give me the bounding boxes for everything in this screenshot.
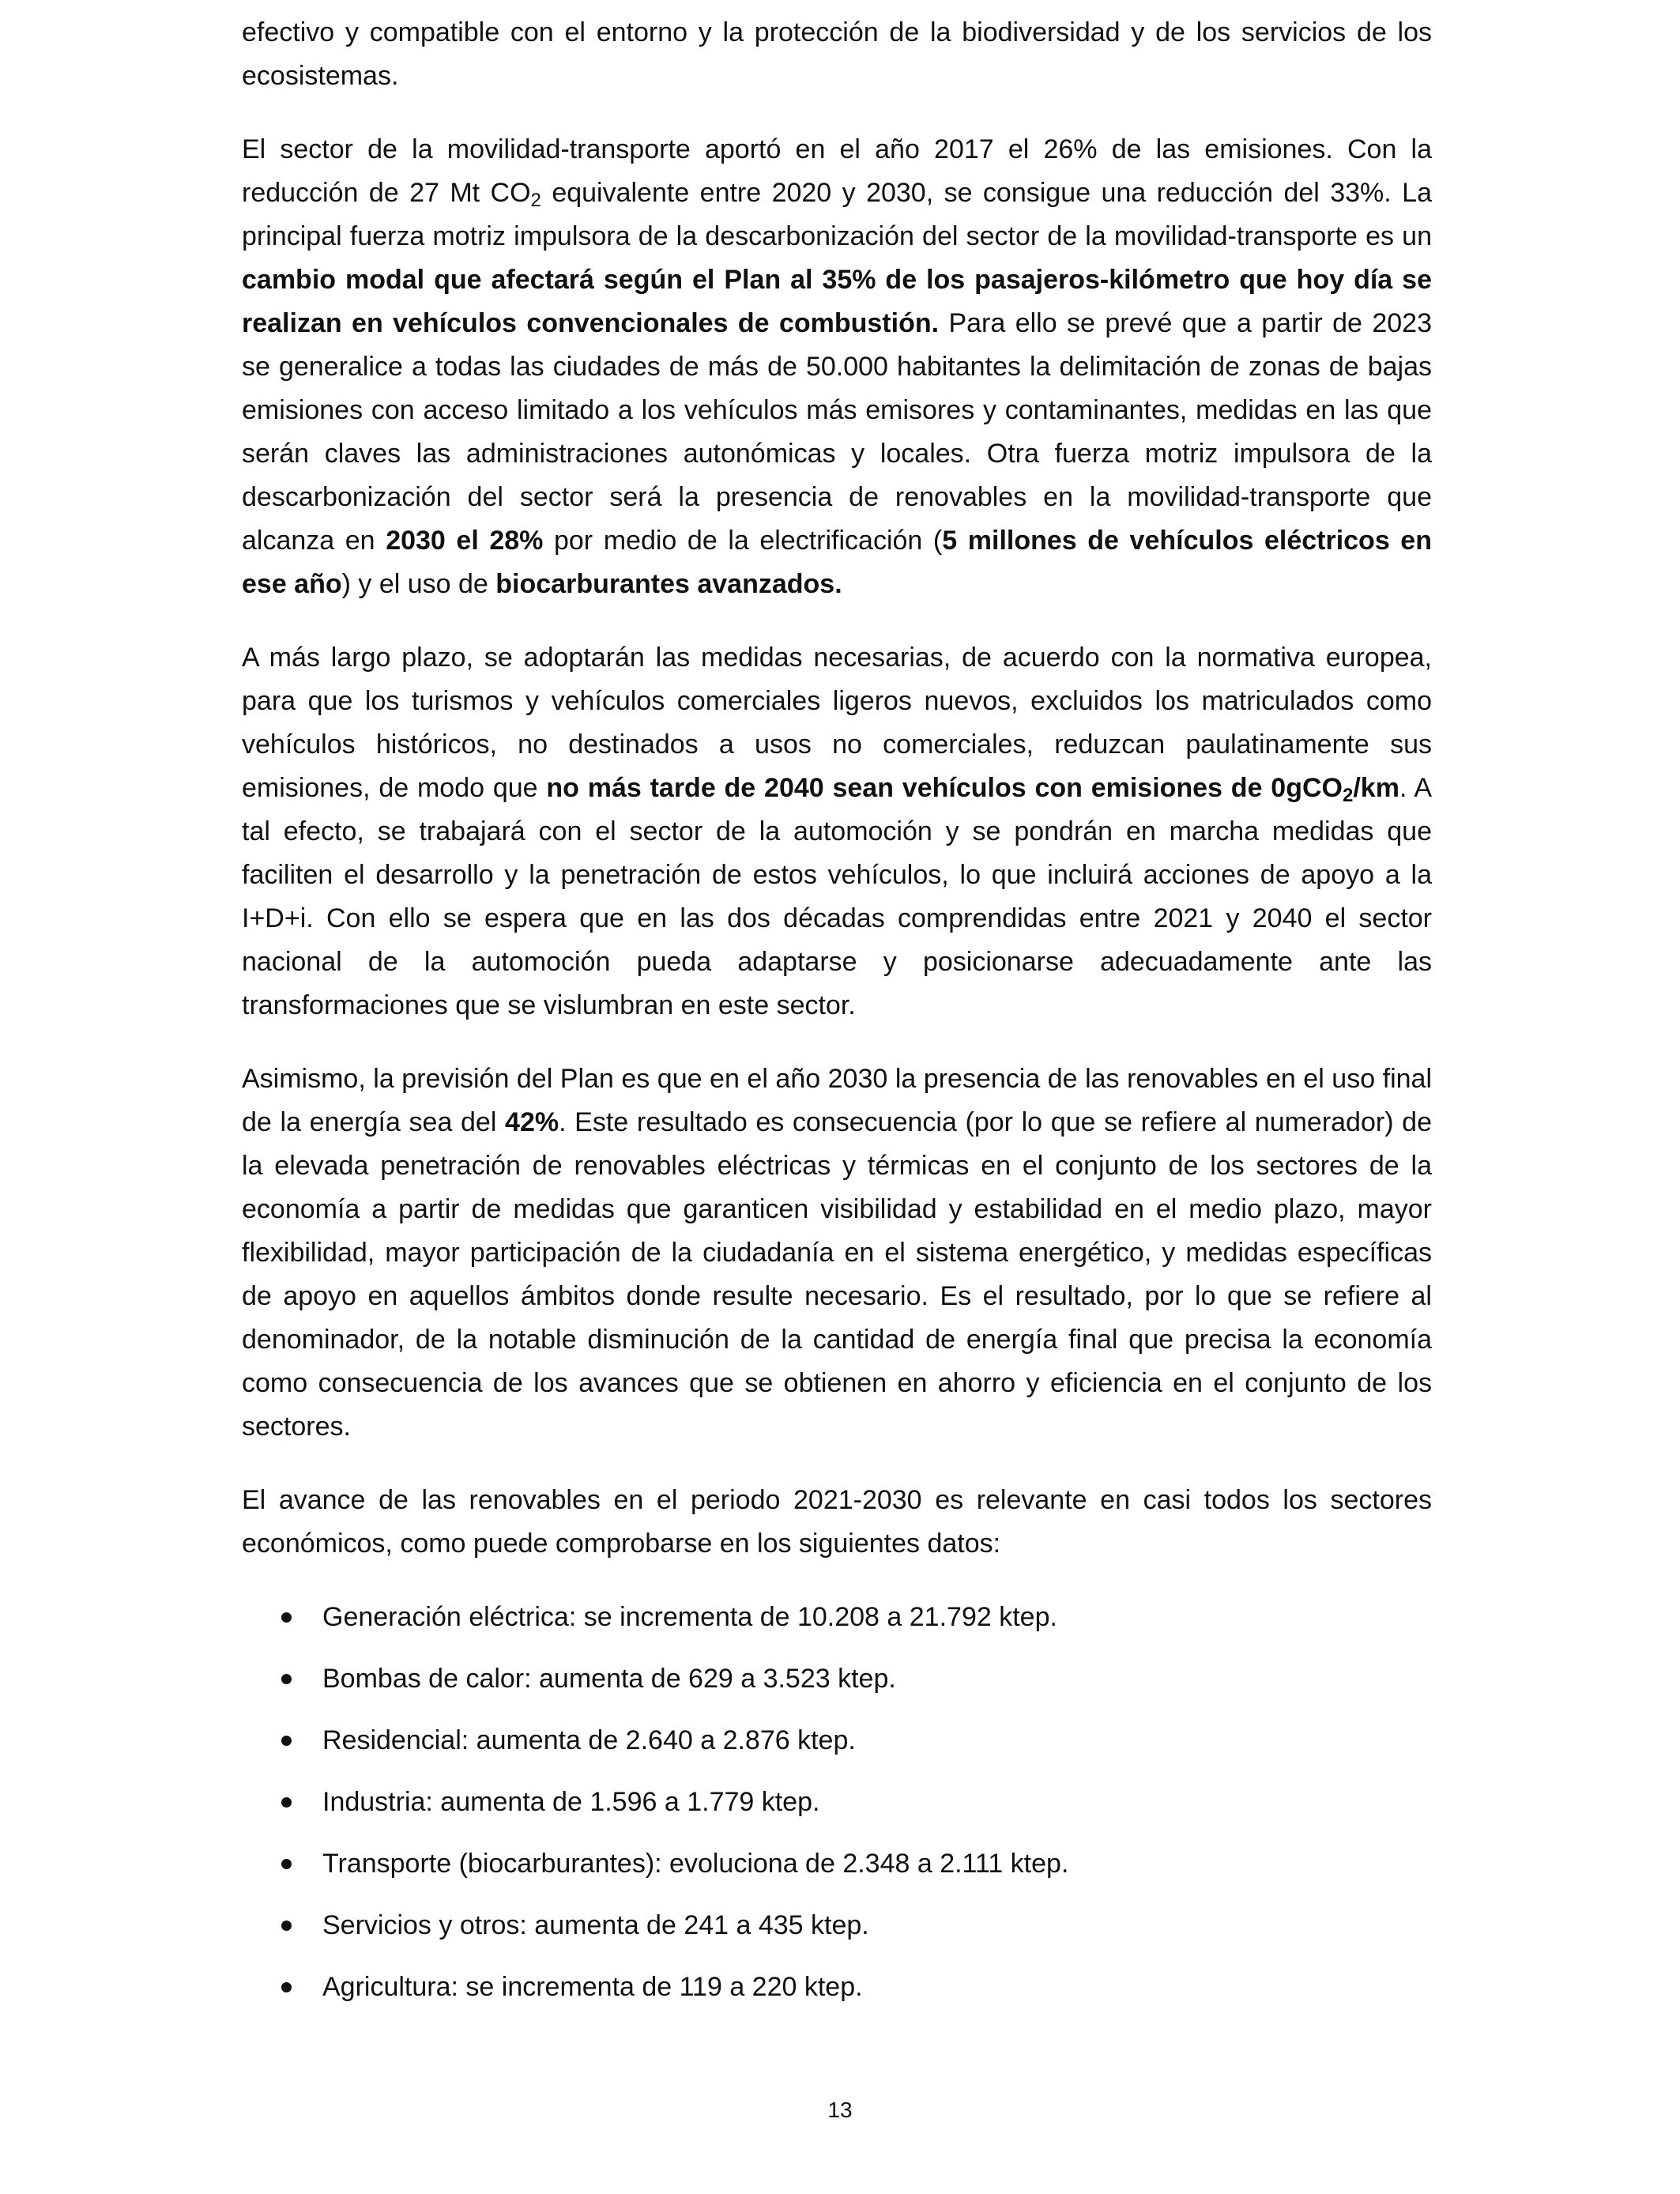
- bullet-icon: [281, 1612, 292, 1623]
- paragraph-text: ) y el uso de: [341, 569, 496, 599]
- paragraph-text: equivalente entre 2020 y 2030, se consigue una reducción del 33%. La principal fuerza motriz impulsora de la descarbonización del sector de la movilidad-transporte es un: [242, 178, 1432, 251]
- bold-text: 42%: [505, 1107, 559, 1137]
- list-item-text: Generación eléctrica: se incrementa de 10.208 a 21.792 ktep.: [322, 1602, 1057, 1632]
- list-item: [242, 1657, 1432, 1701]
- paragraph-renewables-advance: [242, 1479, 1432, 1566]
- list-item: [242, 1842, 1432, 1886]
- bullet-icon: [281, 1797, 292, 1808]
- bold-subscript-wrapper: [1342, 773, 1354, 806]
- page-number: 13: [827, 2098, 853, 2122]
- bullet-icon: [281, 1859, 292, 1869]
- subscript-2: 2: [530, 190, 541, 211]
- paragraph-text: efectivo y compatible con el entorno y la protección de la biodiversidad y de los servicios de los ecosistemas.: [242, 17, 1432, 91]
- paragraph-text: por medio de la electrificación (: [543, 526, 943, 556]
- bold-text: 5 millones de vehículos eléctricos en ese año: [242, 526, 1432, 599]
- list-item: [242, 1904, 1432, 1947]
- bullet-icon: [281, 1921, 292, 1931]
- bold-text: /km: [1353, 773, 1399, 803]
- bullet-icon: [281, 1982, 292, 1992]
- bold-text: cambio modal que afectará según el Plan al 35% de los pasajeros-kilómetro que hoy día se realizan en vehículos convencionales de combustión.: [242, 265, 1432, 338]
- list-item-text: Transporte (biocarburantes): evoluciona de 2.348 a 2.111 ktep.: [322, 1849, 1069, 1879]
- paragraph-text: . Este resultado es consecuencia (por lo que se refiere al numerador) de la elevada penetración de renovables eléctricas y térmicas en el conjunto de los sectores de la economía a partir de medidas que garanticen visibilidad y estabilidad en el medio plazo, mayor flexibilidad, mayor participación de la ciudadanía en el sistema energético, y medidas específicas de apoyo en aquellos ámbitos donde resulte necesario. Es el resultado, por lo que se refiere al denominador, de la notable disminución de la cantidad de energía final que precisa la economía como consecuencia de los avances que se obtienen en ahorro y eficiencia en el conjunto de los sectores.: [242, 1107, 1432, 1442]
- list-item-text: Industria: aumenta de 1.596 a 1.779 ktep.: [322, 1787, 820, 1817]
- subscript-2: 2: [1342, 785, 1354, 806]
- paragraph-text: El avance de las renovables en el periodo 2021-2030 es relevante en casi todos los sectores económicos, como puede comprobarse en los siguientes datos:: [242, 1485, 1432, 1559]
- paragraph-mobility-transport: [242, 128, 1432, 606]
- paragraph-text: Para ello se prevé que a partir de 2023 se generalice a todas las ciudades de más de 50.000 habitantes la delimitación de zonas de bajas emisiones con acceso limitado a los vehículos más emisores y contaminantes, medidas en las que serán claves las administraciones autonómicas y locales. Otra fuerza motriz impulsora de la descarbonización del sector será la presencia de renovables en la movilidad-transporte que alcanza en: [242, 308, 1432, 556]
- paragraph-ecosystems: [242, 11, 1432, 98]
- list-item-text: Agricultura: se incrementa de 119 a 220 ktep.: [322, 1972, 863, 2002]
- list-item: [242, 1719, 1432, 1762]
- list-item: [242, 1596, 1432, 1639]
- list-item-text: Servicios y otros: aumenta de 241 a 435 ktep.: [322, 1910, 869, 1940]
- bold-text: biocarburantes avanzados.: [495, 569, 842, 599]
- paragraph-text: Asimismo, la previsión del Plan es que en el año 2030 la presencia de las renovables en el uso final de la energía sea del: [242, 1064, 1432, 1137]
- list-item-text: Residencial: aumenta de 2.640 a 2.876 ktep.: [322, 1725, 856, 1755]
- bold-text: 2030 el 28%: [386, 526, 544, 556]
- bullet-icon: [281, 1674, 292, 1684]
- paragraph-text: . A tal efecto, se trabajará con el sector de la automoción y se pondrán en marcha medidas que faciliten el desarrollo y la penetración de estos vehículos, lo que incluirá acciones de apoyo a la I+D+i. Con ello se espera que en las dos décadas comprendidas entre 2021 y 2040 el sector nacional de la automoción pueda adaptarse y posicionarse adecuadamente ante las transformaciones que se vislumbran en este sector.: [242, 773, 1432, 1020]
- paragraph-text: El sector de la movilidad-transporte aportó en el año 2017 el 26% de las emisiones. Con la reducción de 27 Mt CO: [242, 134, 1432, 208]
- paragraph-text: A más largo plazo, se adoptarán las medidas necesarias, de acuerdo con la normativa europea, para que los turismos y vehículos comerciales ligeros nuevos, excluidos los matriculados como vehículos históricos, no destinados a usos no comerciales, reduzcan paulatinamente sus emisiones, de modo que: [242, 643, 1432, 803]
- list-item: [242, 1966, 1432, 2009]
- sector-data-list: [242, 1596, 1432, 2009]
- paragraph-long-term: [242, 636, 1432, 1027]
- bold-text: no más tarde de 2040 sean vehículos con emisiones de 0gCO: [546, 773, 1343, 803]
- document-page: [242, 11, 1432, 2027]
- bullet-icon: [281, 1736, 292, 1746]
- paragraph-renewables-forecast: [242, 1057, 1432, 1449]
- list-item-text: Bombas de calor: aumenta de 629 a 3.523 ktep.: [322, 1664, 896, 1694]
- list-item: [242, 1781, 1432, 1824]
